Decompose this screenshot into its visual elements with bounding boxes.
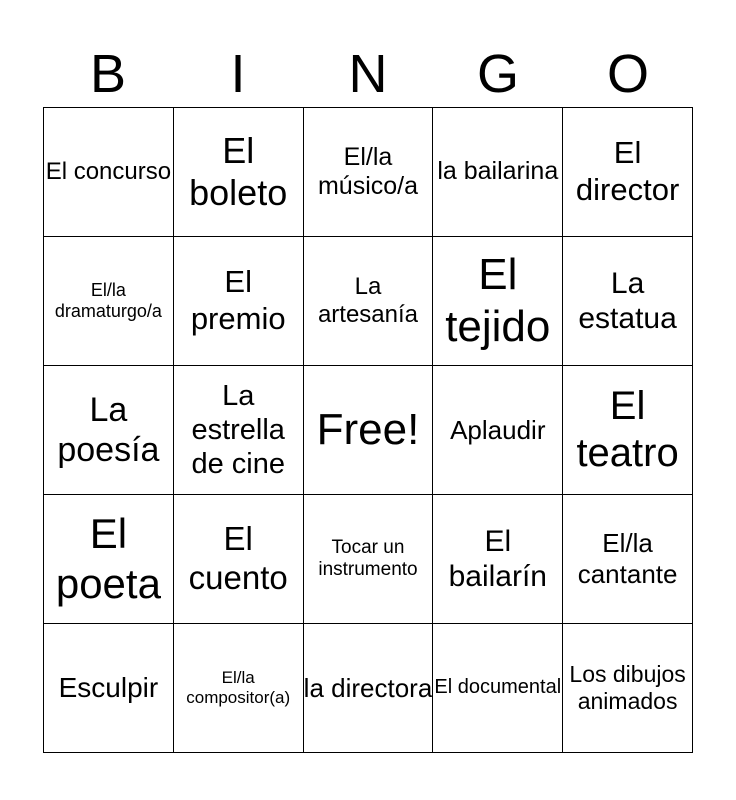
bingo-cell-text: La estatua	[578, 266, 677, 335]
bingo-cell-text: la bailarina	[437, 157, 559, 186]
bingo-cell-text: El/la compositor(a)	[186, 667, 291, 707]
bingo-cell	[173, 108, 303, 237]
bingo-cell-text: El teatro	[576, 383, 679, 475]
header-letter: I	[230, 44, 246, 104]
bingo-cell-text: El concurso	[45, 157, 172, 185]
bingo-cell	[433, 237, 563, 366]
bingo-cell	[173, 366, 303, 495]
bingo-cell	[173, 624, 303, 753]
bingo-cell	[563, 495, 693, 624]
bingo-cell	[303, 108, 433, 237]
bingo-cell-text: La poesía	[57, 390, 160, 469]
board-row	[44, 108, 693, 237]
header-letter: B	[89, 44, 127, 104]
bingo-cell-text: El premio	[190, 264, 286, 336]
bingo-cell	[563, 624, 693, 753]
board-row	[44, 366, 693, 495]
bingo-cell	[563, 366, 693, 495]
bingo-cell	[433, 495, 563, 624]
bingo-cell	[433, 624, 563, 753]
bingo-cell-text: El bailarín	[448, 524, 547, 593]
bingo-board	[43, 107, 693, 753]
bingo-cell	[173, 495, 303, 624]
bingo-cell	[44, 366, 174, 495]
bingo-cell-text: El poeta	[55, 510, 161, 607]
bingo-cell	[303, 237, 433, 366]
bingo-header	[43, 40, 693, 108]
bingo-cell	[44, 624, 174, 753]
bingo-cell	[44, 108, 174, 237]
bingo-cell-text: El boleto	[189, 129, 288, 213]
bingo-cell	[303, 495, 433, 624]
bingo-cell-text: Los dibujos animados	[569, 660, 686, 714]
bingo-cell	[563, 108, 693, 237]
bingo-cell-text: El/la dramaturgo/a	[54, 279, 162, 321]
bingo-cell	[44, 237, 174, 366]
bingo-cell	[303, 366, 433, 495]
bingo-cell-text: La estrella de cine	[191, 379, 285, 481]
bingo-cell-text: Aplaudir	[450, 414, 546, 445]
bingo-cell-text: El cuento	[188, 520, 288, 596]
bingo-cell-text: Esculpir	[58, 672, 159, 704]
bingo-cell	[563, 237, 693, 366]
bingo-cell-text: la directora	[303, 672, 433, 703]
bingo-cell-text: La artesanía	[317, 272, 419, 328]
bingo-cell-text: El tejido	[445, 250, 551, 351]
header-letter: N	[348, 44, 388, 104]
bingo-cell-text: Tocar un instrumento	[318, 536, 418, 580]
bingo-cell	[173, 237, 303, 366]
board-row	[44, 624, 693, 753]
board-row	[44, 237, 693, 366]
bingo-cell-text: El/la músico/a	[317, 142, 419, 200]
bingo-cell	[44, 495, 174, 624]
bingo-cell-text: El documental	[434, 676, 562, 699]
bingo-cell	[433, 366, 563, 495]
bingo-cell-text: Free!	[316, 405, 420, 455]
header-letter: O	[606, 44, 649, 104]
header-letter: G	[476, 44, 519, 104]
bingo-cell-text: El director	[575, 135, 680, 207]
bingo-cell	[433, 108, 563, 237]
board-row	[44, 495, 693, 624]
bingo-cell-text: El/la cantante	[577, 528, 678, 589]
bingo-cell	[303, 624, 433, 753]
